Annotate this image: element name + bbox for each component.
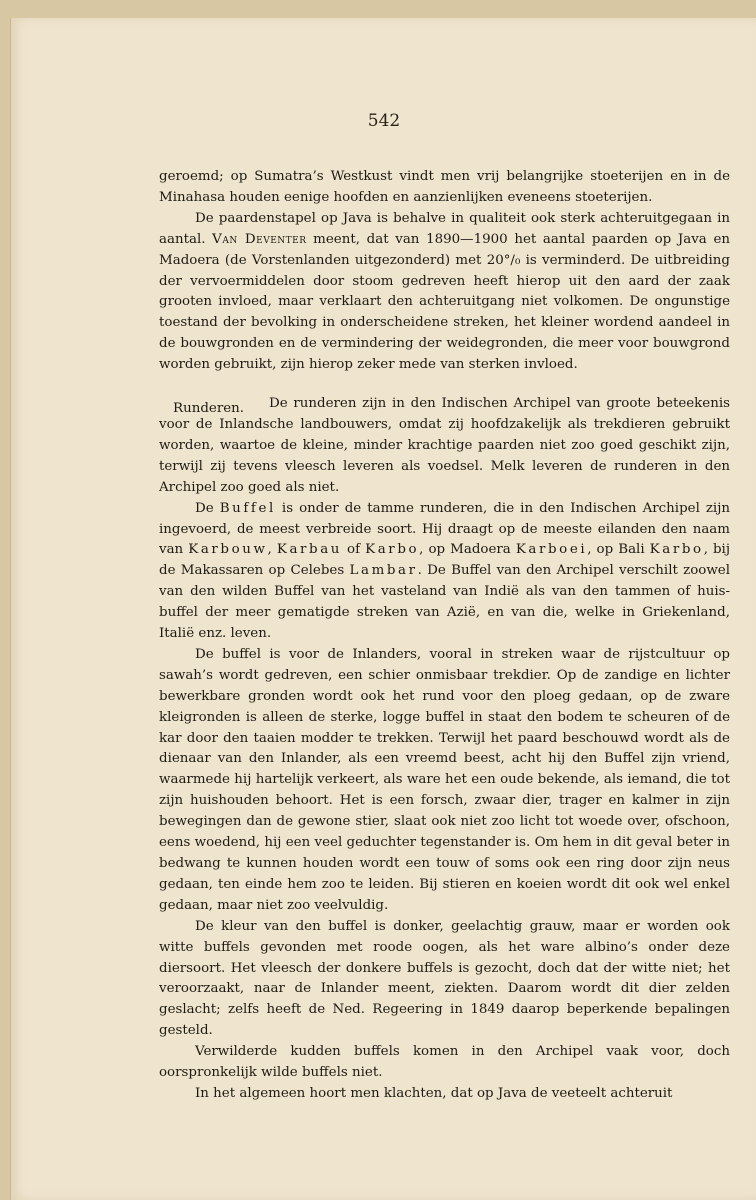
paragraph-1: geroemd; op Sumatra’s Westkust vindt men vrij belangrijke stoeterijen en in de Minahasa houden eenige hoofden en aanzienlijken eveneens stoeterijen. <box>159 169 730 205</box>
book-page <box>10 18 756 1200</box>
page-number: 542 <box>367 111 401 131</box>
paragraph-8: In het algemeen hoort men klachten, dat op Java de veeteelt achteruit <box>195 1085 673 1101</box>
body-text <box>159 167 730 1105</box>
author-name: Van Deventer <box>212 231 307 247</box>
paragraph-7: Verwilderde kudden buffels komen in den Archipel vaak voor, doch oorspronkelijk wilde buffels niet. <box>159 1044 730 1081</box>
paragraph-4: De Buffel is onder de tamme runderen, die in den Indischen Archipel zijn ingevoerd, de meest verbreide soort. Hij draagt op de meeste eilanden den naam van Karbouw, Karbau of Karbo, op Madoera Karboei, op Bali Karbo, bij de Makassaren op Celebes Lambar. De Buffel van den Archipel verschilt zoowel van den wilden Buffel van het vasteland van Indië als van den tammen of huis-buffel der meer gematigde streken van Azië, en van die, welke in Griekenland, Italië enz. leven. <box>159 500 730 642</box>
margin-note-runderen: Runderen. <box>173 401 245 416</box>
paragraph-3: De runderen zijn in den Indischen Archipel van groote beteekenis voor de Inlandsche landbouwers, omdat zij hoofdzakelijk als trekdieren gebruikt worden, waartoe de kleine, minder krachtige paarden niet zoo goed geschikt zijn, terwijl zij tevens vleesch leveren als voedsel. Melk leveren de runderen in den Archipel zoo goed als niet. <box>159 396 730 495</box>
paragraph-2: De paardenstapel op Java is behalve in qualiteit ook sterk achteruitgegaan in aantal. Van Deventer meent, dat van 1890—1900 het aantal paarden op Java en Madoera (de Vorstenlanden uitgezonderd) met 20°/₀ is verminderd. De uitbreiding der vervoermiddelen door stoom gedreven heeft hierop uit den aard der zaak grooten invloed, maar verklaart den achteruitgang niet volkomen. De ongunstige toestand der bevolking in onderscheidene streken, het kleiner wordend aandeel in de bouwgronden en de vermindering der weidegronden, die meer voor bouwgrond worden gebruikt, zijn hierop zeker mede van sterken invloed. <box>159 210 730 373</box>
paragraph-6: De kleur van den buffel is donker, geelachtig grauw, maar er worden ook witte buffels gevonden met roode oogen, als het ware albino’s onder deze diersoort. Het vleesch der donkere buffels is gezocht, doch dat der witte niet; het veroorzaakt, naar de Inlander meent, ziekten. Daarom wordt dit dier zelden geslacht; zelfs heeft de Ned. Regeering in 1849 daarop beperkende bepalingen gesteld. <box>159 918 730 1039</box>
section-gap <box>159 376 730 394</box>
paragraph-5: De buffel is voor de Inlanders, vooral in streken waar de rijstcultuur op sawah’s wordt gedreven, een schier onmisbaar trekdier. Op de zandige en lichter bewerkbare gronden wordt ook het rund voor den ploeg gedaan, op de zware kleigronden is alleen de sterke, logge buffel in staat den bodem te scheuren of de kar door den taaien modder te trekken. Terwijl het paard beschouwd wordt als de dienaar van den Inlander, als een vreemd beest, acht hij den Buffel zijn vriend, waarmede hij hartelijk verkeert, als ware het een oude bekende, als iemand, die tot zijn huishouden behoort. Het is een forsch, zwaar dier, trager en kalmer in zijn bewegingen dan de gewone stier, slaat ook niet zoo licht tot woede over, ofschoon, eens woedend, hij een veel geduchter tegenstander is. Om hem in dit geval beter in bedwang te kunnen houden wordt een touw of soms ook een ring door zijn neus gedaan, ten einde hem zoo te leiden. Bij stieren en koeien wordt dit ook wel enkel gedaan, maar niet zoo veelvuldig. <box>159 646 730 913</box>
